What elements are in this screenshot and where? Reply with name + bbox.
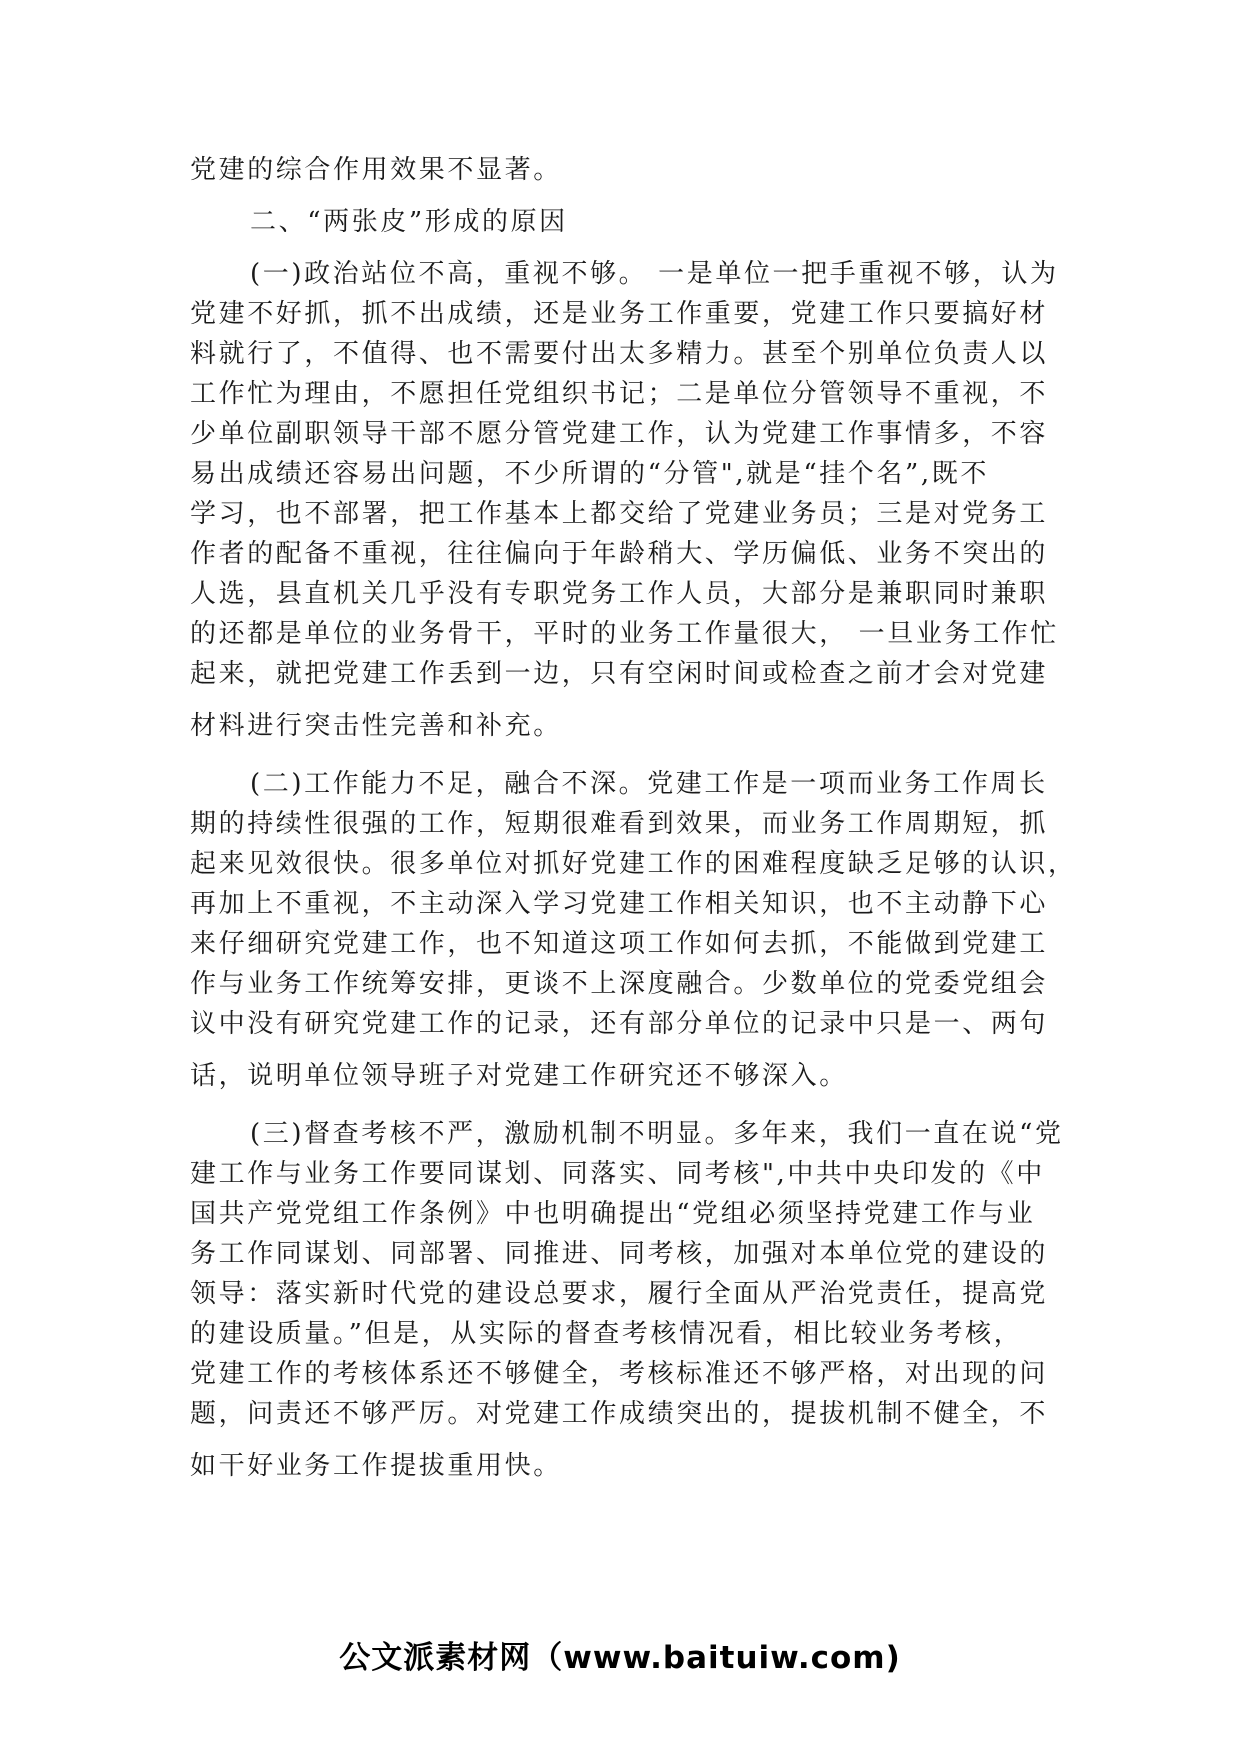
paragraph-line: 来仔细研究党建工作，也不知道这项工作如何去抓，不能做到党建工 (190, 929, 1049, 959)
paragraph-line: 再加上不重视，不主动深入学习党建工作相关知识，也不主动静下心 (190, 889, 1049, 919)
paragraph-line: 少单位副职领导干部不愿分管党建工作，认为党建工作事情多，不容 (190, 419, 1049, 449)
paragraph-line: 国共产党党组工作条例》中也明确提出“党组必须坚持党建工作与业 (190, 1199, 1036, 1229)
document-body (190, 150, 1077, 1486)
paragraph-line: 人选，县直机关几乎没有专职党务工作人员，大部分是兼职同时兼职 (190, 579, 1049, 609)
paragraph-line: 材料进行突击性完善和补充。 (190, 711, 562, 741)
paragraph-line: 建工作与业务工作要同谋划、同落实、同考核",中共中央印发的《中 (190, 1159, 1045, 1189)
paragraph-line: 党建工作的考核体系还不够健全，考核标准还不够严格，对出现的问 (190, 1359, 1049, 1389)
paragraph-line: 料就行了，不值得、也不需要付出太多精力。甚至个别单位负责人以 (190, 339, 1049, 369)
paragraph-line: 工作忙为理由，不愿担任党组织书记；二是单位分管领导不重视，不 (190, 379, 1049, 409)
paragraph-line: 作与业务工作统筹安排，更谈不上深度融合。少数单位的党委党组会 (190, 969, 1049, 999)
paragraph-line: 话，说明单位领导班子对党建工作研究还不够深入。 (190, 1061, 848, 1091)
paragraph-line: 党建的综合作用效果不显著。 (190, 155, 562, 185)
paragraph-line: 作者的配备不重视，往往偏向于年龄稍大、学历偏低、业务不突出的 (190, 539, 1049, 569)
paragraph-line: 起来见效很快。很多单位对抓好党建工作的困难程度缺乏足够的认识， (190, 849, 1077, 879)
paragraph-line: 易出成绩还容易出问题，不少所谓的“分管",就是“挂个名”,既不 (190, 459, 989, 489)
paragraph-line: 期的持续性很强的工作，短期很难看到效果，而业务工作周期短，抓 (190, 809, 1049, 839)
paragraph-line: 党建不好抓，抓不出成绩，还是业务工作重要，党建工作只要搞好材 (190, 299, 1049, 329)
paragraph-line: 的建设质量。”但是，从实际的督查考核情况看，相比较业务考核， (190, 1319, 1023, 1349)
paragraph-line: 题，问责还不够严厉。对党建工作成绩突出的，提拔机制不健全，不 (190, 1399, 1049, 1429)
footer-watermark-text: 公文派素材网（www.baituiw.com) (339, 1640, 901, 1676)
paragraph-line: (一)政治站位不高，重视不够。 一是单位一把手重视不够，认为 (250, 259, 1059, 289)
paragraph-line: 领导：落实新时代党的建设总要求，履行全面从严治党责任，提高党 (190, 1279, 1049, 1309)
section-heading: 二、“两张皮”形成的原因 (250, 207, 568, 237)
paragraph-line: 的还都是单位的业务骨干，平时的业务工作量很大， 一旦业务工作忙 (190, 619, 1059, 649)
paragraph-line: 如干好业务工作提拔重用快。 (190, 1451, 562, 1481)
paragraph-line: 起来，就把党建工作丢到一边，只有空闲时间或检查之前才会对党建 (190, 659, 1049, 689)
paragraph-line: 务工作同谋划、同部署、同推进、同考核，加强对本单位党的建设的 (190, 1239, 1049, 1269)
paragraph-line: (二)工作能力不足，融合不深。党建工作是一项而业务工作周长 (250, 769, 1048, 799)
paragraph-line: (三)督查考核不严，激励机制不明显。多年来，我们一直在说“党 (250, 1119, 1064, 1149)
paragraph-line: 学习，也不部署，把工作基本上都交给了党建业务员；三是对党务工 (190, 499, 1049, 529)
paragraph-line: 议中没有研究党建工作的记录，还有部分单位的记录中只是一、两句 (190, 1009, 1049, 1039)
